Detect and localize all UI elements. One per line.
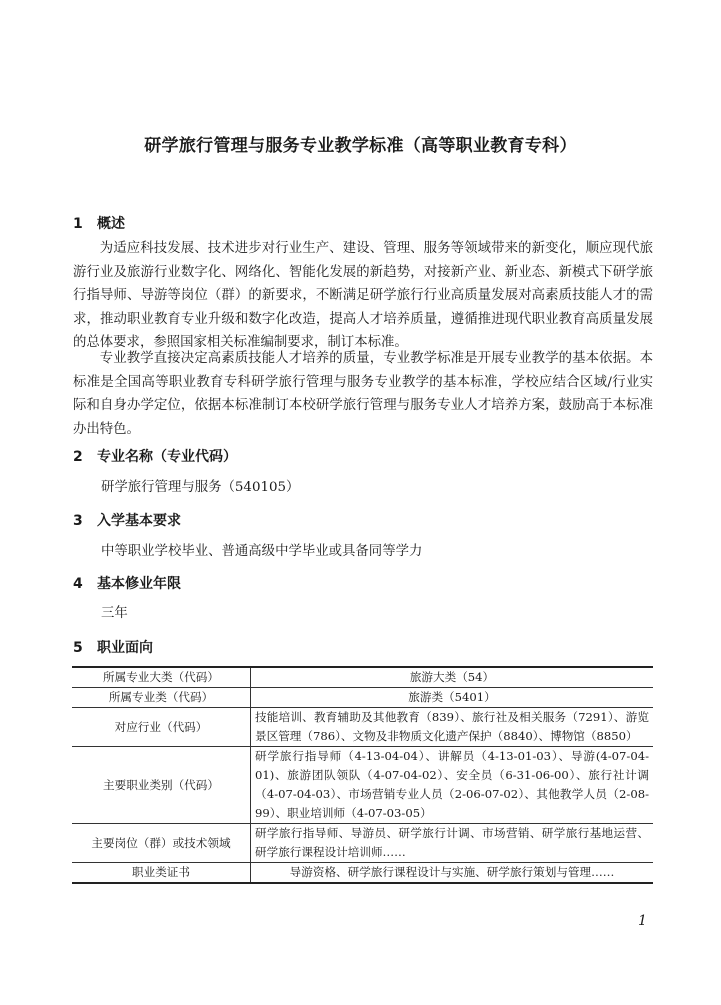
- major-name: 研学旅行管理与服务（540105）: [101, 480, 300, 495]
- table-row: [72, 667, 653, 688]
- table-row-value: 导游资格、研学旅行课程设计与实施、研学旅行策划与管理……: [251, 863, 654, 884]
- duration: 三年: [101, 606, 128, 621]
- section-number: 3: [73, 513, 83, 529]
- table-row-label: 对应行业（代码）: [72, 708, 251, 747]
- section-heading-1: [73, 213, 125, 233]
- section-title: 专业名称（专业代码）: [97, 449, 237, 465]
- entry-requirement: 中等职业学校毕业、普通高级中学毕业或具备同等学力: [101, 544, 423, 559]
- table-row: [72, 708, 653, 747]
- section-heading-2: [73, 446, 237, 466]
- section-number: 2: [73, 449, 83, 465]
- occupation-table: [72, 666, 653, 884]
- section-heading-5: [73, 637, 153, 657]
- section-title: 基本修业年限: [97, 576, 181, 592]
- section-title: 概述: [97, 216, 125, 232]
- table-row-label: 职业类证书: [72, 863, 251, 884]
- section-number: 4: [73, 576, 83, 592]
- table-row: [72, 747, 653, 824]
- table-row-value: 技能培训、教育辅助及其他教育（839）、旅行社及相关服务（7291）、游览景区管理（786）、文物及非物质文化遗产保护（8840）、博物馆（8850）: [251, 708, 654, 747]
- section-title: 入学基本要求: [97, 513, 181, 529]
- section-heading-3: [73, 510, 181, 530]
- page-number: 1: [638, 913, 647, 929]
- section-heading-4: [73, 573, 181, 593]
- table-row: [72, 863, 653, 884]
- overview-paragraph-1: 为适应科技发展、技术进步对行业生产、建设、管理、服务等领域带来的新变化，顺应现代旅游行业及旅游行业数字化、网络化、智能化发展的新趋势，对接新产业、新业态、新模式下研学旅行指导师、导游等岗位（群）的新要求，不断满足研学旅行行业高质量发展对高素质技能人才的需求，推动职业教育专业升级和数字化改造，提高人才培养质量，遵循推进现代职业教育高质量发展的总体要求，参照国家相关标准编制要求，制订本标准。: [73, 241, 653, 351]
- section-number: 5: [73, 640, 83, 656]
- section-number: 1: [73, 216, 83, 232]
- document-title: 研学旅行管理与服务专业教学标准（高等职业教育专科）: [144, 136, 577, 156]
- section-title: 职业面向: [97, 640, 153, 656]
- table-row: [72, 824, 653, 863]
- table-row-label: 主要职业类别（代码）: [72, 747, 251, 824]
- table-row-value: 研学旅行指导师、导游员、研学旅行计调、市场营销、研学旅行基地运营、研学旅行课程设计培训师……: [251, 824, 654, 863]
- table-row-label: 主要岗位（群）或技术领域: [72, 824, 251, 863]
- table-row: [72, 688, 653, 708]
- overview-paragraph-2: 专业教学直接决定高素质技能人才培养的质量，专业教学标准是开展专业教学的基本依据。本标准是全国高等职业教育专科研学旅行管理与服务专业教学的基本标准，学校应结合区域/行业实际和自身办学定位，依据本标准制订本校研学旅行管理与服务专业人才培养方案，鼓励高于本标准办出特色。: [73, 351, 653, 437]
- table-row-value: 研学旅行指导师（4-13-04-04）、讲解员（4-13-01-03）、导游(4-07-04-01)、旅游团队领队（4-07-04-02）、安全员（6-31-06-00）、旅行社计调（4-07-04-03）、市场营销专业人员（2-06-07-02）、其他教学人员（2-08-99）、职业培训师（4-07-03-05）: [251, 747, 654, 824]
- table-row-label: 所属专业大类（代码）: [72, 667, 251, 688]
- table-row-value: 旅游大类（54）: [251, 667, 654, 688]
- table-row-value: 旅游类（5401）: [251, 688, 654, 708]
- table-row-label: 所属专业类（代码）: [72, 688, 251, 708]
